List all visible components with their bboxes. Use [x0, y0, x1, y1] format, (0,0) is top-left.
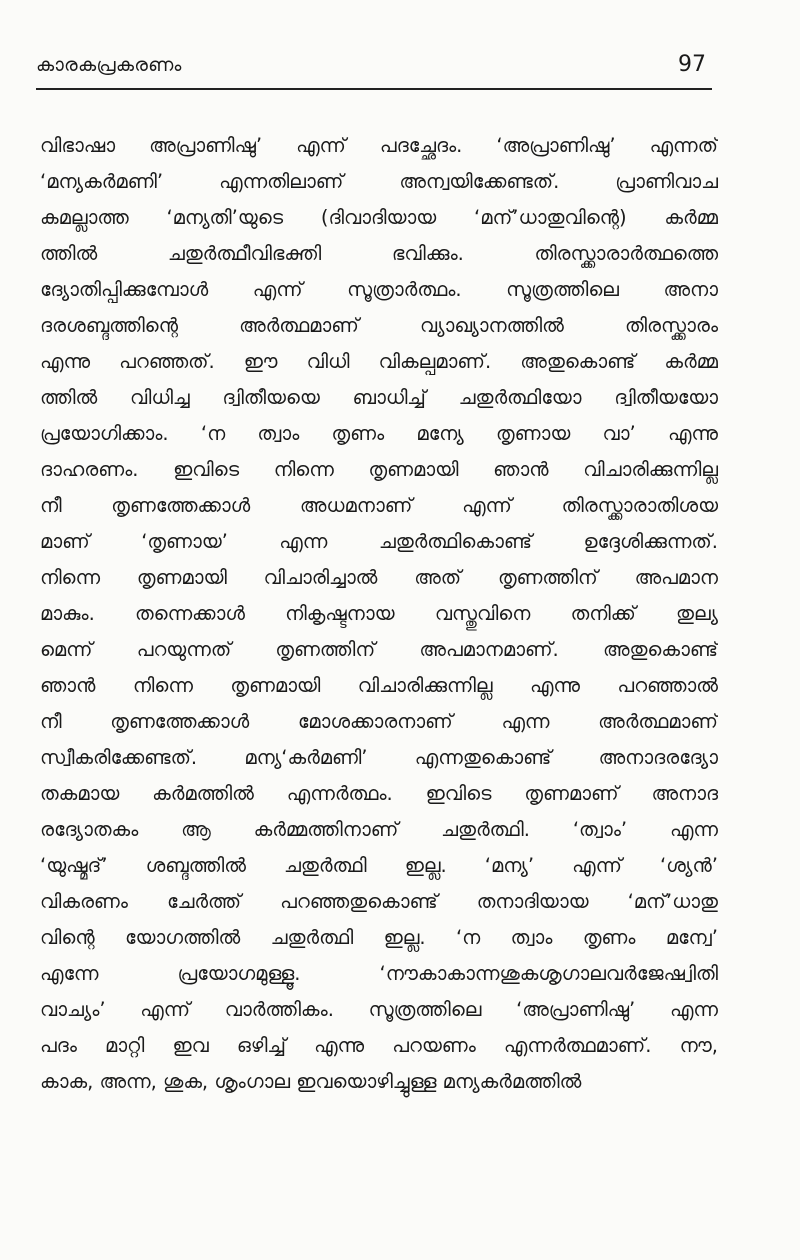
text-line: പദം മാറ്റി ഇവ ഒഴിച്ച് എന്നു പറയണം എന്നർത്ഥമാണ്. നൗ, — [40, 1034, 718, 1057]
text-line: തകമായ കർമത്തിൽ എന്നർത്ഥം. ഇവിടെ തൃണമാണ് അനാദ — [40, 782, 718, 805]
text-line: രദ്യോതകം ആ കർമ്മത്തിനാണ് ചതുർത്ഥി. ‘ത്വാം’ എന്ന — [40, 818, 718, 841]
text-line: ദ്യോതിപ്പിക്കുമ്പോൾ എന്ന് സൂത്രാർത്ഥം. സൂത്രത്തിലെ അനാ — [40, 278, 718, 301]
body-text — [40, 128, 718, 1100]
text-line: മെന്ന് പറയുന്നത് തൃണത്തിന് അപമാനമാണ്. അതുകൊണ്ട് — [40, 638, 718, 661]
text-line: ത്തിൽ ചതുർത്ഥീവിഭക്തി ഭവിക്കും. തിരസ്ക്കാരാർത്ഥത്തെ — [40, 242, 718, 265]
text-line: മാണ് ‘തൃണായ’ എന്ന ചതുർത്ഥികൊണ്ട് ഉദ്ദേശിക്കുന്നത്. — [40, 530, 718, 553]
text-line: ദാഹരണം. ഇവിടെ നിന്നെ തൃണമായി ഞാൻ വിചാരിക്കുന്നില്ല — [40, 458, 718, 481]
text-line: വിന്റെ യോഗത്തിൽ ചതുർത്ഥി ഇല്ല. ‘ന ത്വാം തൃണം മന്വേ’ — [40, 926, 718, 949]
page-header — [36, 52, 710, 88]
text-line: സ്വീകരിക്കേണ്ടത്. മന്യ‘കർമണി’ എന്നതുകൊണ്ട് അനാദരദ്യോ — [40, 746, 718, 769]
text-line: കമല്ലാത്ത ‘മന്യതി’യുടെ (ദിവാദിയായ ‘മന്’ധാതുവിന്റെ) കർമ്മ — [40, 206, 718, 229]
text-line: വികരണം ചേർത്ത് പറഞ്ഞതുകൊണ്ട് തനാദിയായ ‘മന്’ധാതു — [40, 890, 718, 913]
text-line: എന്നു പറഞ്ഞത്. ഈ വിധി വികല്പമാണ്. അതുകൊണ്ട് കർമ്മ — [40, 350, 718, 373]
text-line: വാച്യം’ എന്ന് വാർത്തികം. സൂത്രത്തിലെ ‘അപ്രാണിഷു’ എന്ന — [40, 998, 718, 1021]
text-line: നിന്നെ തൃണമായി വിചാരിച്ചാൽ അത് തൃണത്തിന് അപമാന — [40, 566, 718, 589]
text-line: കാക, അന്ന, ശുക, ശൃംഗാല ഇവയൊഴിച്ചുള്ള മന്യകർമത്തിൽ — [40, 1070, 582, 1093]
text-line: ഞാൻ നിന്നെ തൃണമായി വിചാരിക്കുന്നില്ല എന്നു പറഞ്ഞാൽ — [40, 674, 718, 697]
page-number: 97 — [678, 52, 706, 77]
text-line: നീ തൃണത്തേക്കാൾ മോശക്കാരനാണ് എന്ന അർത്ഥമാണ് — [40, 710, 718, 733]
text-line: പ്രയോഗിക്കാം. ‘ന ത്വാം തൃണം മന്യേ തൃണായ വാ’ എന്നു — [40, 422, 718, 445]
header-rule — [36, 88, 712, 90]
text-line: നീ തൃണത്തേക്കാൾ അധമനാണ് എന്ന് തിരസ്ക്കാരാതിശയ — [40, 494, 718, 517]
running-title: കാരകപ്രകരണം — [36, 54, 182, 76]
text-line: എന്നേ പ്രയോഗമുള്ളൂ. ‘നൗകാകാന്നശുകശൃഗാലവർജേഷ്വിതി — [40, 962, 718, 985]
text-line: മാകും. തന്നെക്കാൾ നികൃഷ്ടനായ വസ്തുവിനെ തനിക്ക് തുല്യ — [40, 602, 718, 625]
text-line: ത്തിൽ വിധിച്ച ദ്വിതീയയെ ബാധിച്ച് ചതുർത്ഥിയോ ദ്വിതീയയോ — [40, 386, 718, 409]
text-line: ‘മന്യകർമണി’ എന്നതിലാണ് അന്വയിക്കേണ്ടത്. പ്രാണിവാച — [40, 170, 718, 193]
text-line: വിഭാഷാ അപ്രാണിഷു’ എന്ന് പദച്ഛേദം. ‘അപ്രാണിഷു’ എന്നത് — [40, 134, 718, 157]
text-line: ദരശബ്ദത്തിന്റെ അർത്ഥമാണ് വ്യാഖ്യാനത്തിൽ തിരസ്ക്കാരം — [40, 314, 718, 337]
text-line: ‘യുഷ്മദ്’ ശബ്ദത്തിൽ ചതുർത്ഥി ഇല്ല. ‘മന്യ’ എന്ന് ‘ശ്യൻ’ — [40, 854, 718, 877]
